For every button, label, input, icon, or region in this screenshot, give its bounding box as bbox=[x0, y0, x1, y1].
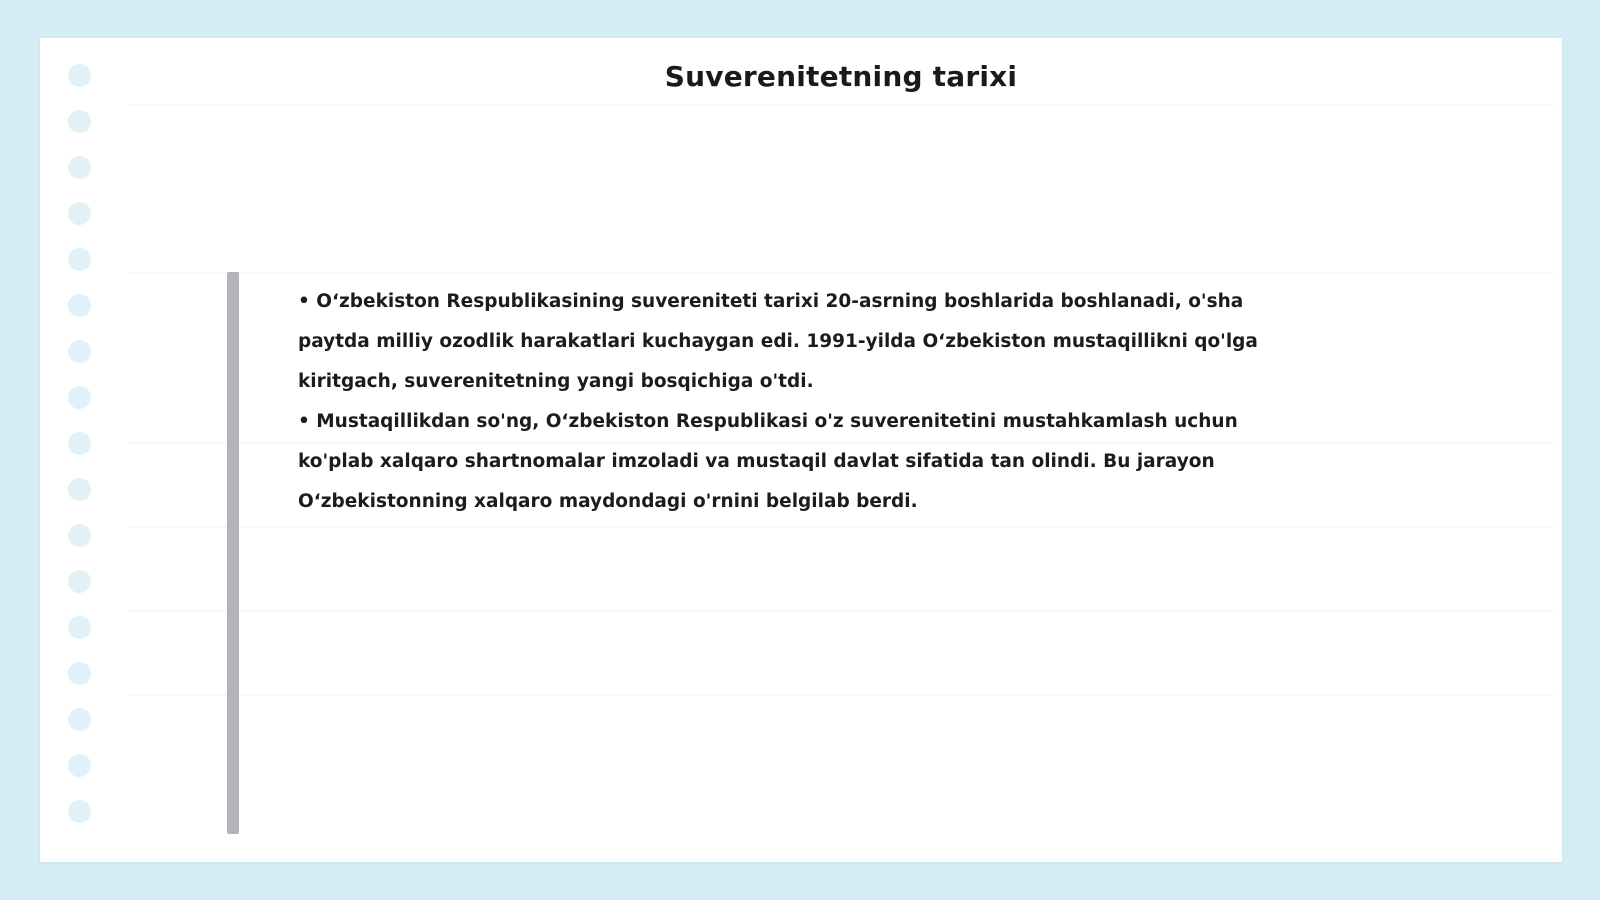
bullet-paragraph: • Mustaqillikdan so'ng, O‘zbekiston Respublikasi o'z suverenitetini mustahkamlash uchun ko'plab xalqaro shartnomalar imzoladi va mustaqil davlat sifatida tan olindi. Bu jarayon O‘zbekistonning xalqaro maydondagi o'rnini belgilab berdi. bbox=[298, 411, 1238, 512]
page-title: Suverenitetning tarixi bbox=[664, 60, 1018, 93]
binder-hole bbox=[68, 386, 91, 409]
binder-hole bbox=[68, 570, 91, 593]
binder-holes bbox=[68, 64, 92, 854]
margin-bar bbox=[227, 272, 239, 834]
binder-hole bbox=[68, 708, 91, 731]
binder-hole bbox=[68, 202, 91, 225]
binder-hole bbox=[68, 340, 91, 363]
ruled-line bbox=[128, 694, 1554, 696]
body-text bbox=[298, 282, 1258, 522]
binder-hole bbox=[68, 478, 91, 501]
ruled-line bbox=[128, 104, 1554, 106]
binder-hole bbox=[68, 432, 91, 455]
binder-hole bbox=[68, 800, 91, 823]
binder-hole bbox=[68, 110, 91, 133]
binder-hole bbox=[68, 616, 91, 639]
ruled-line bbox=[128, 272, 1554, 274]
binder-hole bbox=[68, 64, 91, 87]
ruled-line bbox=[128, 610, 1554, 612]
binder-hole bbox=[68, 156, 91, 179]
binder-hole bbox=[68, 248, 91, 271]
notebook-page bbox=[40, 38, 1562, 862]
ruled-line bbox=[128, 526, 1554, 528]
binder-hole bbox=[68, 294, 91, 317]
binder-hole bbox=[68, 524, 91, 547]
binder-hole bbox=[68, 662, 91, 685]
binder-hole bbox=[68, 754, 91, 777]
bullet-paragraph: • O‘zbekiston Respublikasining suvereniteti tarixi 20-asrning boshlarida boshlanadi, o'sha paytda milliy ozodlik harakatlari kuchaygan edi. 1991-yilda O‘zbekiston mustaqillikni qo'lga kiritgach, suverenitetning yangi bosqichiga o'tdi. bbox=[298, 291, 1258, 392]
